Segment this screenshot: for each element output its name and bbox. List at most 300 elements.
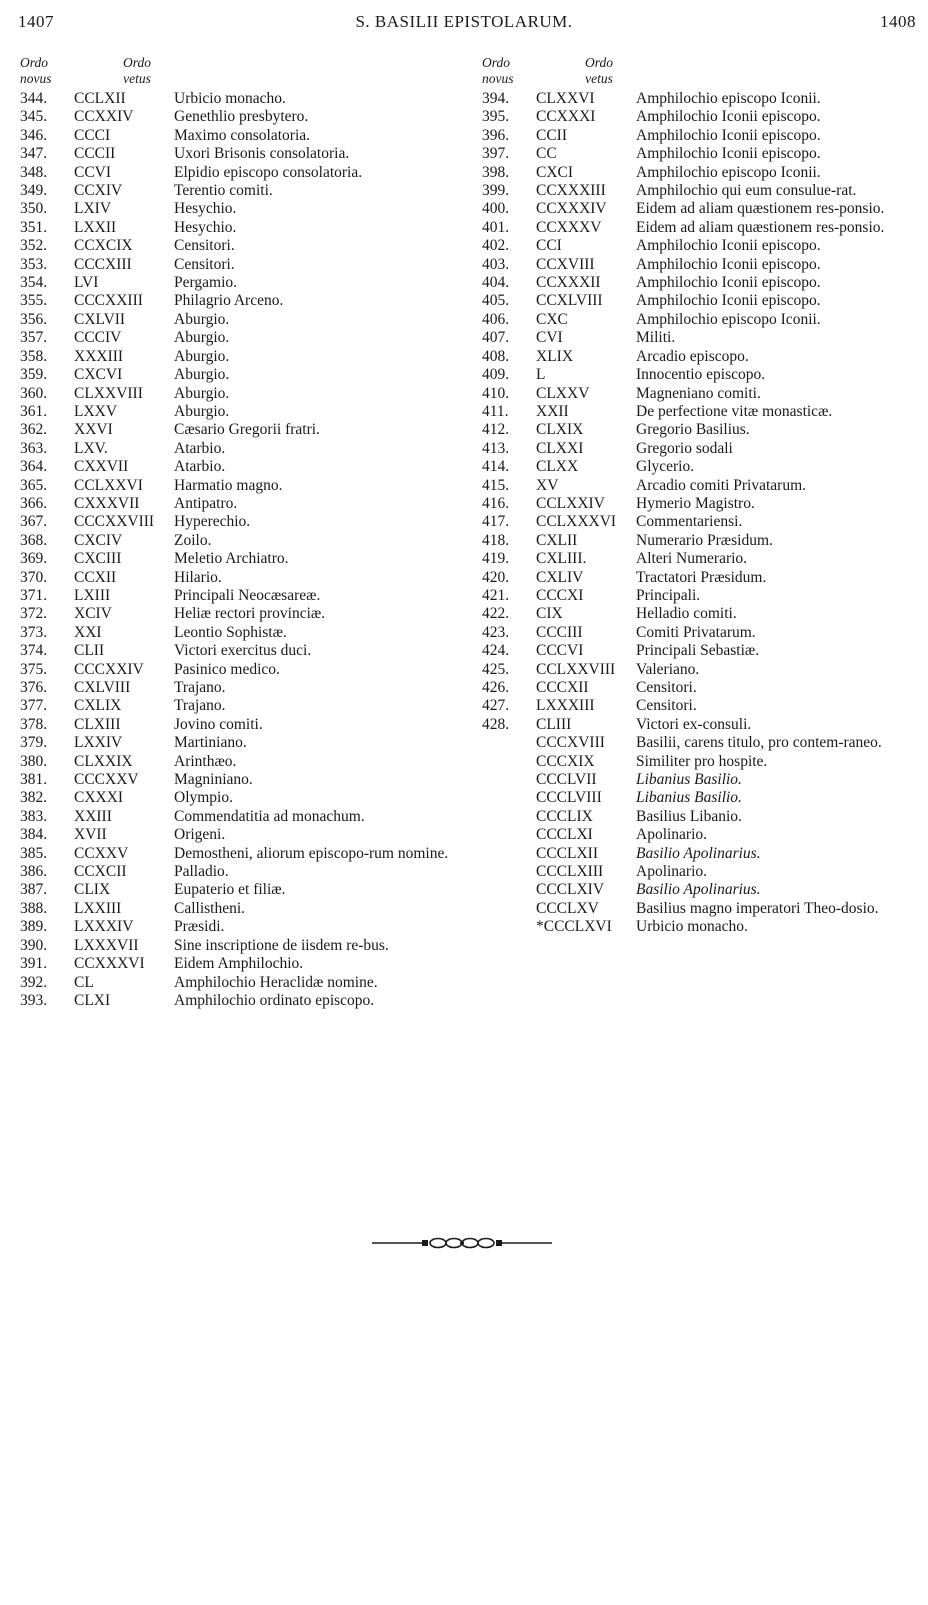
ordo-vetus-number: CCXVIII [536, 255, 595, 273]
table-row [482, 716, 928, 734]
table-row [482, 789, 928, 807]
ordo-novus-number: 424. [482, 642, 510, 660]
ordo-vetus-number: LXXIII [74, 899, 122, 917]
ordo-novus-number: 348. [20, 163, 48, 181]
table-row [482, 642, 928, 660]
ordo-vetus-number: CXLIV [536, 568, 584, 586]
ordo-vetus-number: CXCIII [74, 550, 122, 568]
letter-recipient: Aburgio. [174, 384, 230, 402]
ordo-novus-number: 361. [20, 402, 48, 420]
table-row [20, 587, 470, 605]
table-row [20, 127, 470, 145]
table-row [482, 569, 928, 587]
letter-recipient: Urbicio monacho. [636, 918, 748, 936]
ordo-novus-number: 386. [20, 863, 48, 881]
table-row [20, 200, 470, 218]
ordo-novus-number: 427. [482, 697, 510, 715]
ordo-vetus-number: CCCVI [536, 642, 584, 660]
ordo-vetus-number: LXXXVII [74, 936, 139, 954]
table-row [20, 182, 470, 200]
letter-recipient: Demostheni, aliorum episcopo-rum nomine. [174, 844, 449, 862]
letter-recipient: Amphilochio episcopo Iconii. [636, 90, 821, 107]
ordo-vetus-number: CCLXXIV [536, 494, 605, 512]
letter-recipient: Eidem Amphilochio. [174, 955, 304, 973]
table-row [20, 642, 470, 660]
ordo-vetus-number: CLXXV [536, 384, 590, 402]
ordo-vetus-number: XV [536, 476, 559, 494]
table-row [482, 292, 928, 310]
letter-recipient: Censitori. [636, 697, 697, 715]
table-row [20, 385, 470, 403]
letter-recipient: Origeni. [174, 826, 226, 844]
table-row [20, 403, 470, 421]
ordo-vetus-number: CCCII [74, 145, 116, 163]
table-row [482, 513, 928, 531]
page-title: S. BASILII EPISTOLARUM. [355, 12, 573, 31]
letter-recipient: Basilius Libanio. [636, 807, 742, 825]
letter-recipient: Magniniano. [174, 771, 253, 789]
column-header [20, 55, 470, 87]
ordo-vetus-number: CXCVI [74, 366, 123, 384]
ordo-novus-number: 372. [20, 605, 48, 623]
ordo-novus-number: 387. [20, 881, 48, 899]
table-row [482, 826, 928, 844]
ordo-vetus-number: CXLIX [74, 697, 122, 715]
table-row [482, 477, 928, 495]
ordo-vetus-number: CCXXXIII [536, 182, 606, 200]
ordo-novus-number: 388. [20, 899, 48, 917]
ordo-vetus-number: *CCCLXVI [536, 918, 612, 936]
ordo-vetus-number: LXIV [74, 200, 112, 218]
ordo-novus-number: 374. [20, 642, 48, 660]
ordo-novus-number: 422. [482, 605, 510, 623]
ordo-novus-number: 360. [20, 384, 48, 402]
ordo-vetus-number: CCXCII [74, 863, 127, 881]
letter-recipient: Genethlio presbytero. [174, 108, 309, 126]
letter-recipient: Trajano. [174, 697, 226, 715]
ordo-vetus-number: CXC [536, 310, 568, 328]
left-column [20, 55, 470, 1010]
ordo-novus-number: 404. [482, 274, 510, 292]
ordo-novus-number: 426. [482, 679, 510, 696]
ordo-vetus-number: CC [536, 145, 557, 163]
ordo-vetus-number: CXXXVII [74, 494, 140, 512]
letter-recipient: Aburgio. [174, 366, 230, 384]
ordo-novus-number: 382. [20, 789, 48, 807]
ordo-vetus-number: CLXIII [74, 715, 121, 733]
ordo-vetus-number: LXXXIV [74, 918, 134, 936]
letter-recipient: Hilario. [174, 568, 222, 586]
letter-recipient: Pergamio. [174, 274, 237, 292]
ordo-novus-number: 419. [482, 550, 510, 568]
table-row [482, 145, 928, 163]
letter-recipient: Amphilochio Iconii episcopo. [636, 126, 821, 144]
ordo-novus-number: 354. [20, 274, 48, 292]
ordo-novus-number: 369. [20, 550, 48, 568]
ordo-novus-number: 367. [20, 513, 48, 531]
table-row [482, 771, 928, 789]
letter-recipient: Eidem ad aliam quæstionem res-ponsio. [636, 200, 885, 218]
table-row [482, 219, 928, 237]
ordo-vetus-number: CLXXI [536, 439, 584, 457]
letter-recipient: Censitori. [636, 679, 697, 696]
ordo-vetus-number: CXCIV [74, 531, 123, 549]
letter-recipient: Aburgio. [174, 329, 230, 347]
ordo-novus-number: 366. [20, 494, 48, 512]
table-row [482, 863, 928, 881]
ordo-novus-number: 345. [20, 108, 48, 126]
letter-recipient: Eidem ad aliam quæstionem res-ponsio. [636, 218, 885, 236]
ordo-vetus-number: CCII [536, 126, 567, 144]
table-row [20, 955, 470, 973]
letter-recipient: Urbicio monacho. [174, 90, 286, 107]
table-row [20, 863, 470, 881]
table-row [20, 716, 470, 734]
ordo-novus-number: 402. [482, 237, 510, 255]
ordo-novus-number: 365. [20, 476, 48, 494]
table-row [482, 274, 928, 292]
ordo-vetus-number: CLXI [74, 991, 111, 1009]
ordo-vetus-header: Ordo vetus [122, 55, 151, 86]
ordo-vetus-number: CLXX [536, 458, 579, 476]
ordo-vetus-number: CCCXXIV [74, 660, 144, 678]
ordo-vetus-number: CVI [536, 329, 563, 347]
letter-recipient: Antipatro. [174, 494, 238, 512]
letter-recipient: Amphilochio Iconii episcopo. [636, 108, 821, 126]
ordo-vetus-number: CCCLVII [536, 771, 597, 789]
ordo-novus-number: 415. [482, 476, 510, 494]
letter-recipient: Sine inscriptione de iisdem re-bus. [174, 936, 389, 954]
letter-recipient: Pasinico medico. [174, 660, 280, 678]
column-header [482, 55, 928, 87]
ordo-vetus-number: CXCI [536, 163, 574, 181]
table-row [482, 881, 928, 899]
ordo-vetus-number: CCCLIX [536, 807, 593, 825]
ordo-vetus-number: CCCIII [536, 623, 583, 641]
ordo-novus-number: 421. [482, 586, 510, 604]
letter-recipient: Principali Sebastiæ. [636, 642, 760, 660]
ordo-novus-number: 396. [482, 126, 510, 144]
ordo-novus-number: 405. [482, 292, 510, 310]
letter-recipient: Amphilochio qui eum consulue-rat. [636, 182, 857, 200]
table-row [20, 311, 470, 329]
letter-recipient: Basilio Apolinarius. [636, 844, 761, 862]
letter-recipient: Aburgio. [174, 347, 230, 365]
ordo-novus-number: 346. [20, 126, 48, 144]
table-row [482, 495, 928, 513]
ordo-vetus-number: CCXXXII [536, 274, 601, 292]
ordo-vetus-number: CCCLXIII [536, 863, 604, 881]
ordo-vetus-number: XXIII [74, 807, 112, 825]
ordo-vetus-number: L [536, 366, 546, 384]
ordo-vetus-number: CCLXXXVI [536, 513, 617, 531]
ordo-vetus-number: CXLIII. [536, 550, 587, 568]
ordo-vetus-number: LXXII [74, 218, 117, 236]
right-column [482, 55, 928, 937]
letter-recipient: Aburgio. [174, 402, 230, 420]
ordo-vetus-number: CCCLXI [536, 826, 593, 844]
letter-recipient: Principali. [636, 586, 701, 604]
ordo-novus-header: Ordo novus [20, 55, 52, 86]
letter-recipient: Libanius Basilio. [636, 789, 742, 807]
letter-recipient: Amphilochio Iconii episcopo. [636, 255, 821, 273]
ordo-vetus-number: XCIV [74, 605, 112, 623]
ordo-vetus-number: CLIX [74, 881, 111, 899]
ordo-vetus-number: LXV. [74, 439, 108, 457]
table-row [482, 421, 928, 439]
letter-recipient: Amphilochio ordinato episcopo. [174, 991, 375, 1009]
letter-recipient: Atarbio. [174, 439, 226, 457]
table-row [482, 734, 928, 752]
table-row [482, 808, 928, 826]
ordo-novus-number: 416. [482, 494, 510, 512]
ordo-novus-number: 362. [20, 421, 48, 439]
page-number-right: 1408 [880, 12, 916, 31]
table-row [20, 256, 470, 274]
ordo-novus-number: 351. [20, 218, 48, 236]
table-row [20, 366, 470, 384]
ordo-novus-number: 407. [482, 329, 510, 347]
letter-recipient: Eupaterio et filiæ. [174, 881, 286, 899]
letter-recipient: Alteri Numerario. [636, 550, 748, 568]
letter-recipient: Callistheni. [174, 899, 246, 917]
letter-recipient: Palladio. [174, 863, 229, 881]
table-row [482, 440, 928, 458]
table-row [20, 164, 470, 182]
ordo-novus-number: 363. [20, 439, 48, 457]
table-row [20, 697, 470, 715]
letter-recipient: Cæsario Gregorii fratri. [174, 421, 320, 439]
ordo-novus-number: 356. [20, 310, 48, 328]
table-row [482, 108, 928, 126]
table-row [20, 550, 470, 568]
ordo-novus-number: 373. [20, 623, 48, 641]
ordo-novus-number: 395. [482, 108, 510, 126]
ornament-icon [372, 1235, 552, 1251]
ordo-novus-number: 358. [20, 347, 48, 365]
ordo-novus-number: 371. [20, 586, 48, 604]
ordo-vetus-number: CCCXVIII [536, 734, 605, 752]
table-row [20, 108, 470, 126]
ordo-vetus-number: CCI [536, 237, 562, 255]
table-row [20, 900, 470, 918]
ordo-novus-number: 353. [20, 255, 48, 273]
ordo-novus-number: 418. [482, 531, 510, 549]
ordo-vetus-number: CLXXVI [536, 90, 595, 107]
table-row [20, 974, 470, 992]
letter-recipient: Terentio comiti. [174, 182, 273, 200]
ordo-novus-number: 357. [20, 329, 48, 347]
letter-recipient: Valeriano. [636, 660, 700, 678]
ordo-novus-number: 425. [482, 660, 510, 678]
letter-recipient: Philagrio Arceno. [174, 292, 284, 310]
table-row [482, 587, 928, 605]
table-row [20, 789, 470, 807]
letter-recipient: Similiter pro hospite. [636, 752, 768, 770]
ordo-vetus-number: CXLVII [74, 310, 126, 328]
ordo-novus-number: 390. [20, 936, 48, 954]
table-row [20, 881, 470, 899]
letter-recipient: Tractatori Præsidum. [636, 568, 767, 586]
right-rows [482, 90, 928, 937]
table-row [482, 918, 928, 936]
ordo-vetus-number: CLII [74, 642, 105, 660]
ordo-vetus-number: CCXXXV [536, 218, 602, 236]
letter-recipient: Censitori. [174, 237, 235, 255]
ordo-novus-number: 412. [482, 421, 510, 439]
table-row [20, 348, 470, 366]
letter-recipient: Hesychio. [174, 218, 237, 236]
table-row [20, 329, 470, 347]
table-row [20, 937, 470, 955]
ordo-vetus-number: LXXXIII [536, 697, 595, 715]
ordo-vetus-number: CCXXXI [536, 108, 596, 126]
ordo-vetus-number: CXLVIII [74, 679, 131, 696]
ordo-novus-number: 394. [482, 90, 510, 107]
table-row [20, 753, 470, 771]
table-row [482, 458, 928, 476]
table-row [20, 90, 470, 108]
ordo-novus-number: 399. [482, 182, 510, 200]
table-row [482, 182, 928, 200]
letter-recipient: Commendatitia ad monachum. [174, 807, 365, 825]
table-row [20, 145, 470, 163]
letter-recipient: Harmatio magno. [174, 476, 283, 494]
ordo-novus-number: 350. [20, 200, 48, 218]
letter-recipient: Numerario Præsidum. [636, 531, 773, 549]
table-row [482, 329, 928, 347]
ordo-vetus-number: CCCXIII [74, 255, 132, 273]
ordo-vetus-number: CIX [536, 605, 563, 623]
letter-recipient: Leontio Sophistæ. [174, 623, 287, 641]
ordo-vetus-number: XVII [74, 826, 107, 844]
ordo-vetus-number: XLIX [536, 347, 574, 365]
letter-recipient: Hesychio. [174, 200, 237, 218]
table-row [482, 532, 928, 550]
ordo-vetus-number: CCXIV [74, 182, 123, 200]
letter-recipient: Amphilochio Heraclidæ nomine. [174, 973, 378, 991]
ordo-novus-number: 377. [20, 697, 48, 715]
letter-recipient: Basilio Apolinarius. [636, 881, 761, 899]
letter-recipient: Atarbio. [174, 458, 226, 476]
letter-recipient: Elpidio episcopo consolatoria. [174, 163, 363, 181]
ordo-novus-number: 420. [482, 568, 510, 586]
ordo-vetus-number: CCXXXIV [536, 200, 607, 218]
ordo-novus-number: 392. [20, 973, 48, 991]
letter-recipient: Meletio Archiatro. [174, 550, 289, 568]
ordo-novus-number: 368. [20, 531, 48, 549]
ordo-vetus-number: CLXIX [536, 421, 584, 439]
letter-recipient: Aburgio. [174, 310, 230, 328]
table-row [20, 569, 470, 587]
ordo-vetus-number: CCCLXIV [536, 881, 605, 899]
ordo-vetus-number: LXIII [74, 586, 111, 604]
letter-recipient: Jovino comiti. [174, 715, 263, 733]
ordo-novus-number: 398. [482, 163, 510, 181]
ordo-novus-number: 349. [20, 182, 48, 200]
table-row [20, 495, 470, 513]
letter-recipient: Arinthæo. [174, 752, 237, 770]
letter-recipient: Basilii, carens titulo, pro contem-raneo. [636, 734, 882, 752]
table-row [482, 256, 928, 274]
table-row [20, 679, 470, 697]
table-row [482, 200, 928, 218]
ordo-vetus-number: XXI [74, 623, 102, 641]
ordo-vetus-number: CCLXXVI [74, 476, 143, 494]
table-row [482, 366, 928, 384]
ordo-novus-number: 411. [482, 402, 509, 420]
letter-recipient: Victori ex-consuli. [636, 715, 752, 733]
table-row [20, 292, 470, 310]
letter-recipient: Martiniano. [174, 734, 247, 752]
letter-recipient: Hyperechio. [174, 513, 251, 531]
table-row [482, 679, 928, 697]
ordo-vetus-number: LXXIV [74, 734, 123, 752]
ordo-vetus-number: XXVI [74, 421, 113, 439]
ordo-vetus-number: CCLXXVIII [536, 660, 616, 678]
ordo-vetus-number: CCXXIV [74, 108, 134, 126]
table-row [20, 771, 470, 789]
ordo-novus-number: 370. [20, 568, 48, 586]
letter-recipient: De perfectione vitæ monasticæ. [636, 402, 833, 420]
ordo-novus-number: 401. [482, 218, 510, 236]
ordo-vetus-number: CXXVII [74, 458, 129, 476]
table-row [20, 918, 470, 936]
ordo-vetus-number: LXXV [74, 402, 118, 420]
ordo-vetus-header: Ordo vetus [584, 55, 613, 86]
table-row [482, 753, 928, 771]
letter-recipient: Apolinario. [636, 826, 708, 844]
ordo-vetus-number: CCXLVIII [536, 292, 603, 310]
ordo-novus-number: 397. [482, 145, 510, 163]
ordo-novus-number: 385. [20, 844, 48, 862]
letter-recipient: Trajano. [174, 679, 226, 696]
ordo-novus-number: 359. [20, 366, 48, 384]
letter-recipient: Amphilochio Iconii episcopo. [636, 274, 821, 292]
ordo-vetus-number: CLXXVIII [74, 384, 143, 402]
letter-recipient: Commentariensi. [636, 513, 743, 531]
letter-recipient: Amphilochio Iconii episcopo. [636, 237, 821, 255]
letter-recipient: Zoilo. [174, 531, 212, 549]
ordo-vetus-number: LVI [74, 274, 99, 292]
table-row [482, 845, 928, 863]
ordo-novus-number: 400. [482, 200, 510, 218]
ordo-vetus-number: CXXXI [74, 789, 124, 807]
letter-recipient: Heliæ rectori provinciæ. [174, 605, 326, 623]
ordo-novus-header: Ordo novus [482, 55, 514, 86]
ordo-vetus-number: CCCXII [536, 679, 589, 696]
ordo-novus-number: 347. [20, 145, 48, 163]
table-row [482, 385, 928, 403]
table-row [482, 348, 928, 366]
table-row [482, 90, 928, 108]
ordo-novus-number: 383. [20, 807, 48, 825]
ordo-novus-number: 423. [482, 623, 510, 641]
ordo-novus-number: 406. [482, 310, 510, 328]
table-row [20, 734, 470, 752]
ordo-vetus-number: CCVI [74, 163, 112, 181]
table-row [482, 624, 928, 642]
ordo-novus-number: 403. [482, 255, 510, 273]
table-row [20, 532, 470, 550]
table-row [20, 624, 470, 642]
ordo-novus-number: 389. [20, 918, 48, 936]
ordo-vetus-number: XXXIII [74, 347, 124, 365]
letter-recipient: Magneniano comiti. [636, 384, 761, 402]
letter-recipient: Comiti Privatarum. [636, 623, 756, 641]
table-row [482, 403, 928, 421]
letter-recipient: Arcadio comiti Privatarum. [636, 476, 807, 494]
